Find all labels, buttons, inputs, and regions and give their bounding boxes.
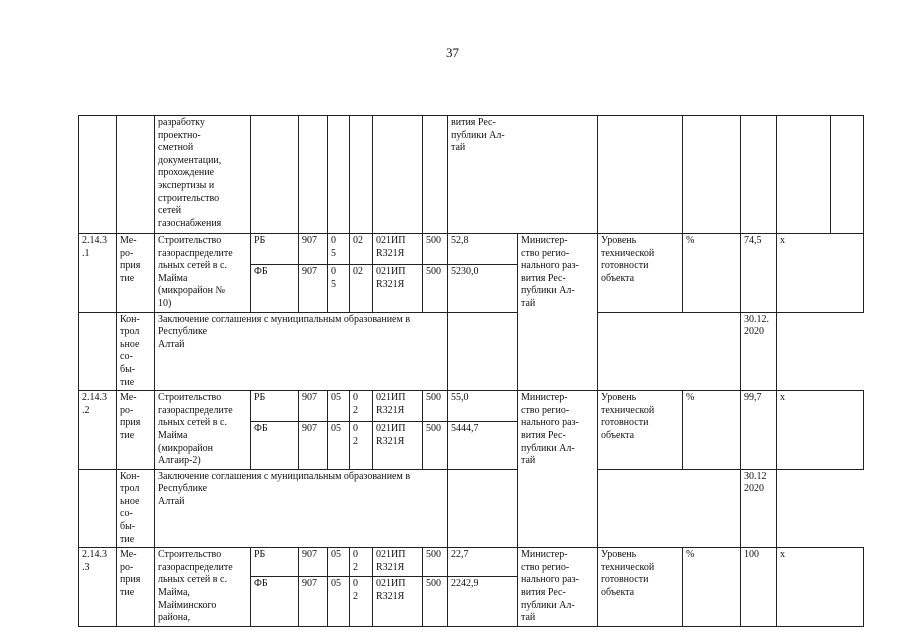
csr-code: 021ИП R321Я <box>373 577 423 627</box>
vr-code: 500 <box>423 391 448 422</box>
unit-cell: % <box>683 391 741 470</box>
rz-code: 05 <box>328 391 350 422</box>
amount: 5444,7 <box>448 422 518 470</box>
table-cell <box>79 469 117 548</box>
unit-cell: % <box>683 234 741 313</box>
grbs-code: 907 <box>299 577 328 627</box>
table-cell <box>741 116 777 234</box>
unit-cell: % <box>683 548 741 627</box>
budget-table <box>78 115 864 627</box>
value-cell: 74,5 <box>741 234 777 313</box>
pr-code: 02 <box>350 265 373 313</box>
funding-source: РБ <box>251 234 299 265</box>
funding-source: РБ <box>251 391 299 422</box>
csr-code: 021ИП R321Я <box>373 548 423 577</box>
row-id: 2.14.3 .3 <box>79 548 117 627</box>
pr-code: 0 2 <box>350 422 373 470</box>
csr-code: 021ИП R321Я <box>373 422 423 470</box>
amount: 22,7 <box>448 548 518 577</box>
grbs-code: 907 <box>299 391 328 422</box>
event-date: 30.12 2020 <box>741 469 777 548</box>
row-kind: Ме- ро- прия тие <box>117 234 155 313</box>
table-cell <box>350 116 373 234</box>
indicator-cell: Уровень технической готовности объекта <box>598 391 683 470</box>
grbs-code: 907 <box>299 422 328 470</box>
rz-code: 05 <box>328 577 350 627</box>
row-id: 2.14.3 .2 <box>79 391 117 470</box>
table-cell <box>79 312 117 391</box>
table-cell <box>373 116 423 234</box>
table-cell <box>683 116 741 234</box>
table-row-2.14.3.3 <box>79 548 864 577</box>
table-row-2.14.3.2 <box>79 391 864 422</box>
table-row-control-event <box>79 469 864 548</box>
table-cell <box>598 116 683 234</box>
rz-code: 0 5 <box>328 234 350 265</box>
grbs-code: 907 <box>299 548 328 577</box>
pr-code: 0 2 <box>350 391 373 422</box>
amount: 5230,0 <box>448 265 518 313</box>
event-kind: Кон- трол ьное со- бы- тие <box>117 469 155 548</box>
vr-code: 500 <box>423 577 448 627</box>
description-cell: разработку проектно- сметной документации, прохождение экспертизы и строительство сетей газоснабжения <box>155 116 251 234</box>
pr-code: 0 2 <box>350 577 373 627</box>
event-date: 30.12. 2020 <box>741 312 777 391</box>
rz-code: 0 5 <box>328 265 350 313</box>
description-cell: Строительство газораспределите льных сетей в с. Майма (микрорайон Алгаир-2) <box>155 391 251 470</box>
responsible-cell: Министер- ство регио- нального раз- вития Рес- публики Ал- тай <box>518 234 598 391</box>
funding-source: ФБ <box>251 265 299 313</box>
table-row-2.14.3.1 <box>79 234 864 265</box>
csr-code: 021ИП R321Я <box>373 391 423 422</box>
mark-cell: x <box>777 234 864 313</box>
table-row-control-event <box>79 312 864 391</box>
page-number: 37 <box>446 45 459 60</box>
table-cell <box>831 116 864 234</box>
row-id: 2.14.3 .1 <box>79 234 117 313</box>
vr-code: 500 <box>423 548 448 577</box>
pr-code: 02 <box>350 234 373 265</box>
vr-code: 500 <box>423 422 448 470</box>
row-kind: Ме- ро- прия тие <box>117 391 155 470</box>
funding-source: РБ <box>251 548 299 577</box>
value-cell: 100 <box>741 548 777 627</box>
event-kind: Кон- трол ьное со- бы- тие <box>117 312 155 391</box>
table-cell <box>117 116 155 234</box>
grbs-code: 907 <box>299 265 328 313</box>
responsible-cell: вития Рес- публики Ал- тай <box>448 116 598 234</box>
responsible-cell: Министер- ство регио- нального раз- вития Рес- публики Ал- тай <box>518 548 598 627</box>
csr-code: 021ИП R321Я <box>373 234 423 265</box>
table-cell <box>448 469 741 548</box>
event-text: Заключение соглашения с муниципальным образованием в Республике Алтай <box>155 312 448 391</box>
amount: 52,8 <box>448 234 518 265</box>
responsible-cell: Министер- ство регио- нального раз- вития Рес- публики Ал- тай <box>518 391 598 548</box>
description-cell: Строительство газораспределите льных сетей в с. Майма, Майминского района, <box>155 548 251 627</box>
amount: 2242,9 <box>448 577 518 627</box>
table-cell <box>777 116 831 234</box>
vr-code: 500 <box>423 265 448 313</box>
rz-code: 05 <box>328 548 350 577</box>
table-cell <box>423 116 448 234</box>
table-cell <box>299 116 328 234</box>
value-cell: 99,7 <box>741 391 777 470</box>
funding-source: ФБ <box>251 422 299 470</box>
grbs-code: 907 <box>299 234 328 265</box>
indicator-cell: Уровень технической готовности объекта <box>598 234 683 313</box>
table-cell <box>251 116 299 234</box>
amount: 55,0 <box>448 391 518 422</box>
indicator-cell: Уровень технической готовности объекта <box>598 548 683 627</box>
description-cell: Строительство газораспределите льных сетей в с. Майма (микрорайон № 10) <box>155 234 251 313</box>
csr-code: 021ИП R321Я <box>373 265 423 313</box>
table-cell <box>79 116 117 234</box>
rz-code: 05 <box>328 422 350 470</box>
table-cell <box>328 116 350 234</box>
table-row-continuation <box>79 116 864 234</box>
funding-source: ФБ <box>251 577 299 627</box>
mark-cell: x <box>777 391 864 470</box>
row-kind: Ме- ро- прия тие <box>117 548 155 627</box>
table-cell <box>448 312 741 391</box>
event-text: Заключение соглашения с муниципальным образованием в Республике Алтай <box>155 469 448 548</box>
vr-code: 500 <box>423 234 448 265</box>
mark-cell: x <box>777 548 864 627</box>
pr-code: 0 2 <box>350 548 373 577</box>
